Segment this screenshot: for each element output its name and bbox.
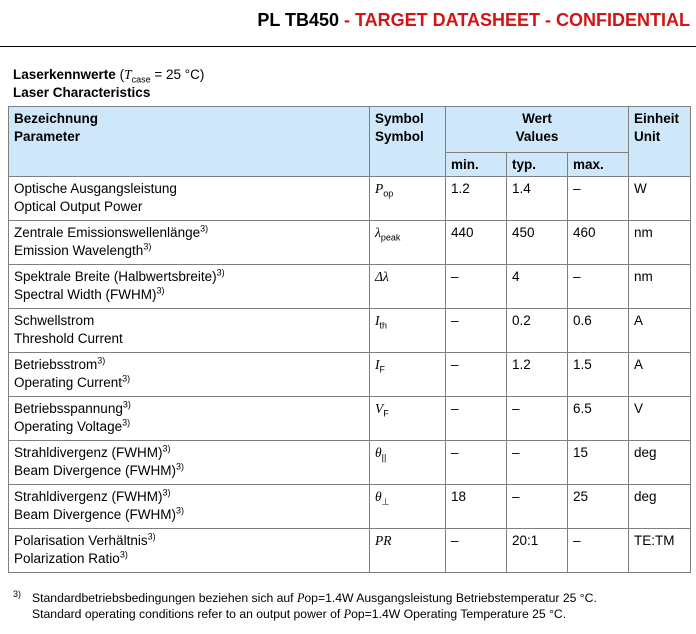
symbol-subscript: op [383,188,394,199]
footnote-ref: 3) [97,355,106,366]
parameter-de: Betriebsstrom$^{3)}$ [14,355,106,372]
symbol-cell [370,485,446,529]
typ-value: 20:1 [507,529,568,573]
symbol: V [375,401,384,416]
section-heading [13,66,204,102]
parameter-cell [9,397,370,441]
typ-value: 0.2 [507,309,568,353]
symbol: θ [375,445,382,460]
parameter-cell [9,177,370,221]
typ-value: – [507,485,568,529]
parameter-en: Operating Voltage$^{3)}$ [14,417,131,434]
min-value: – [446,265,507,309]
parameter-en: Optical Output Power [14,199,143,214]
symbol-subscript: || [381,452,387,463]
parameter-de: Strahldivergenz (FWHM)$^{3)}$ [14,443,171,460]
parameter-cell [9,529,370,573]
typ-value: 4 [507,265,568,309]
footnote-ref: 3) [176,461,185,472]
section-title-en: Laser Characteristics [13,85,151,100]
footnote-ref: 3) [122,399,131,410]
footnote-ref: 3) [143,241,152,252]
table-row [9,265,691,309]
max-value: 460 [568,221,629,265]
product-name: PL TB450 [257,10,340,30]
header-parameter: Bezeichnung Parameter [9,107,370,177]
min-value: – [446,529,507,573]
unit-value: nm [629,221,691,265]
max-value: 15 [568,441,629,485]
footnote-ref: 3) [200,223,209,234]
table-row [9,353,691,397]
symbol-subscript: peak [380,232,401,243]
min-value: 440 [446,221,507,265]
header-unit: Einheit Unit [629,107,691,177]
min-value: – [446,397,507,441]
symbol-cell [370,309,446,353]
symbol-cell [370,353,446,397]
max-value: 25 [568,485,629,529]
unit-value: A [629,353,691,397]
min-value: – [446,353,507,397]
max-value: – [568,177,629,221]
parameter-de: Spektrale Breite (Halbwertsbreite)$^{3)}$ [14,267,225,284]
symbol: λ [375,225,381,240]
parameter-cell [9,309,370,353]
typ-value: – [507,441,568,485]
unit-value: W [629,177,691,221]
unit-value: V [629,397,691,441]
parameter-en: Operating Current$^{3)}$ [14,373,131,390]
max-value: 1.5 [568,353,629,397]
table-row [9,221,691,265]
section-title-de: Laserkennwerte [13,67,116,82]
min-value: 1.2 [446,177,507,221]
document-header [257,10,690,31]
max-value: – [568,529,629,573]
symbol-cell [370,265,446,309]
unit-value: deg [629,441,691,485]
parameter-cell [9,353,370,397]
table-row [9,441,691,485]
header-max: max. [568,153,629,177]
symbol: I [375,357,380,372]
parameter-en: Spectral Width (FWHM)$^{3)}$ [14,285,165,302]
header-values: Wert Values [446,107,629,153]
parameter-de: Schwellstrom [14,313,95,328]
footnote-de: Standardbetriebsbedingungen beziehen sich auf Pop=1.4W Ausgangsleistung Betriebstemperatur 25 °C. [32,591,597,605]
footnote-ref: 3) [156,285,165,296]
unit-value: nm [629,265,691,309]
laser-characteristics-table [8,106,691,573]
footnote-ref: 3) [216,267,225,278]
header-rule [0,46,696,47]
parameter-en: Polarization Ratio$^{3)}$ [14,549,128,566]
parameter-de: Zentrale Emissionswellenlänge$^{3)}$ [14,223,209,240]
footnote-ref: 3) [122,373,131,384]
symbol-subscript: F [379,364,385,375]
typ-value: 1.2 [507,353,568,397]
symbol-cell [370,441,446,485]
footnote-ref: 3) [119,549,128,560]
table-row [9,485,691,529]
unit-value: TE:TM [629,529,691,573]
footnote-ref: 3) [147,531,156,542]
table-row [9,309,691,353]
footnote-ref: 3) [162,443,171,454]
section-condition: ($T_{case} = 25$ °C) [115,67,205,85]
table-row [9,397,691,441]
min-value: – [446,309,507,353]
footnote [13,590,597,622]
typ-value: 1.4 [507,177,568,221]
typ-value: 450 [507,221,568,265]
symbol: PR [375,533,392,548]
parameter-de: Optische Ausgangsleistung [14,181,177,196]
max-value: – [568,265,629,309]
parameter-en: Threshold Current [14,331,123,346]
symbol-subscript: F [383,408,389,419]
section-title-de-line [13,66,204,84]
parameter-cell [9,485,370,529]
unit-value: A [629,309,691,353]
parameter-de: Strahldivergenz (FWHM)$^{3)}$ [14,487,171,504]
symbol-cell [370,177,446,221]
typ-value: – [507,397,568,441]
symbol: θ [375,489,382,504]
min-value: 18 [446,485,507,529]
min-value: – [446,441,507,485]
parameter-de: Betriebsspannung$^{3)}$ [14,399,131,416]
parameter-en: Emission Wavelength$^{3)}$ [14,241,152,258]
parameter-cell [9,221,370,265]
header-typ: typ. [507,153,568,177]
footnote-en: Standard operating conditions refer to an output power of Pop=1.4W Operating Temperature 25 °C. [32,607,567,621]
table-row [9,529,691,573]
footnote-ref: 3) [122,417,131,428]
symbol: I [375,313,380,328]
parameter-cell [9,265,370,309]
parameter-en: Beam Divergence (FWHM)$^{3)}$ [14,461,185,478]
footnote-mark: 3) [13,589,22,599]
symbol-cell [370,529,446,573]
table-row [9,177,691,221]
symbol: P [375,181,384,196]
symbol-cell [370,221,446,265]
footnote-ref: 3) [176,505,185,516]
confidential-label: - TARGET DATASHEET - CONFIDENTIAL [339,10,690,30]
symbol-cell [370,397,446,441]
max-value: 0.6 [568,309,629,353]
parameter-en: Beam Divergence (FWHM)$^{3)}$ [14,505,185,522]
footnote-ref: 3) [162,487,171,498]
symbol: Δλ [375,269,389,284]
unit-value: deg [629,485,691,529]
parameter-cell [9,441,370,485]
header-min: min. [446,153,507,177]
max-value: 6.5 [568,397,629,441]
header-symbol: Symbol Symbol [370,107,446,177]
symbol-subscript: ⊥ [381,496,390,507]
symbol-subscript: th [379,320,388,331]
parameter-de: Polarisation Verhältnis$^{3)}$ [14,531,156,548]
